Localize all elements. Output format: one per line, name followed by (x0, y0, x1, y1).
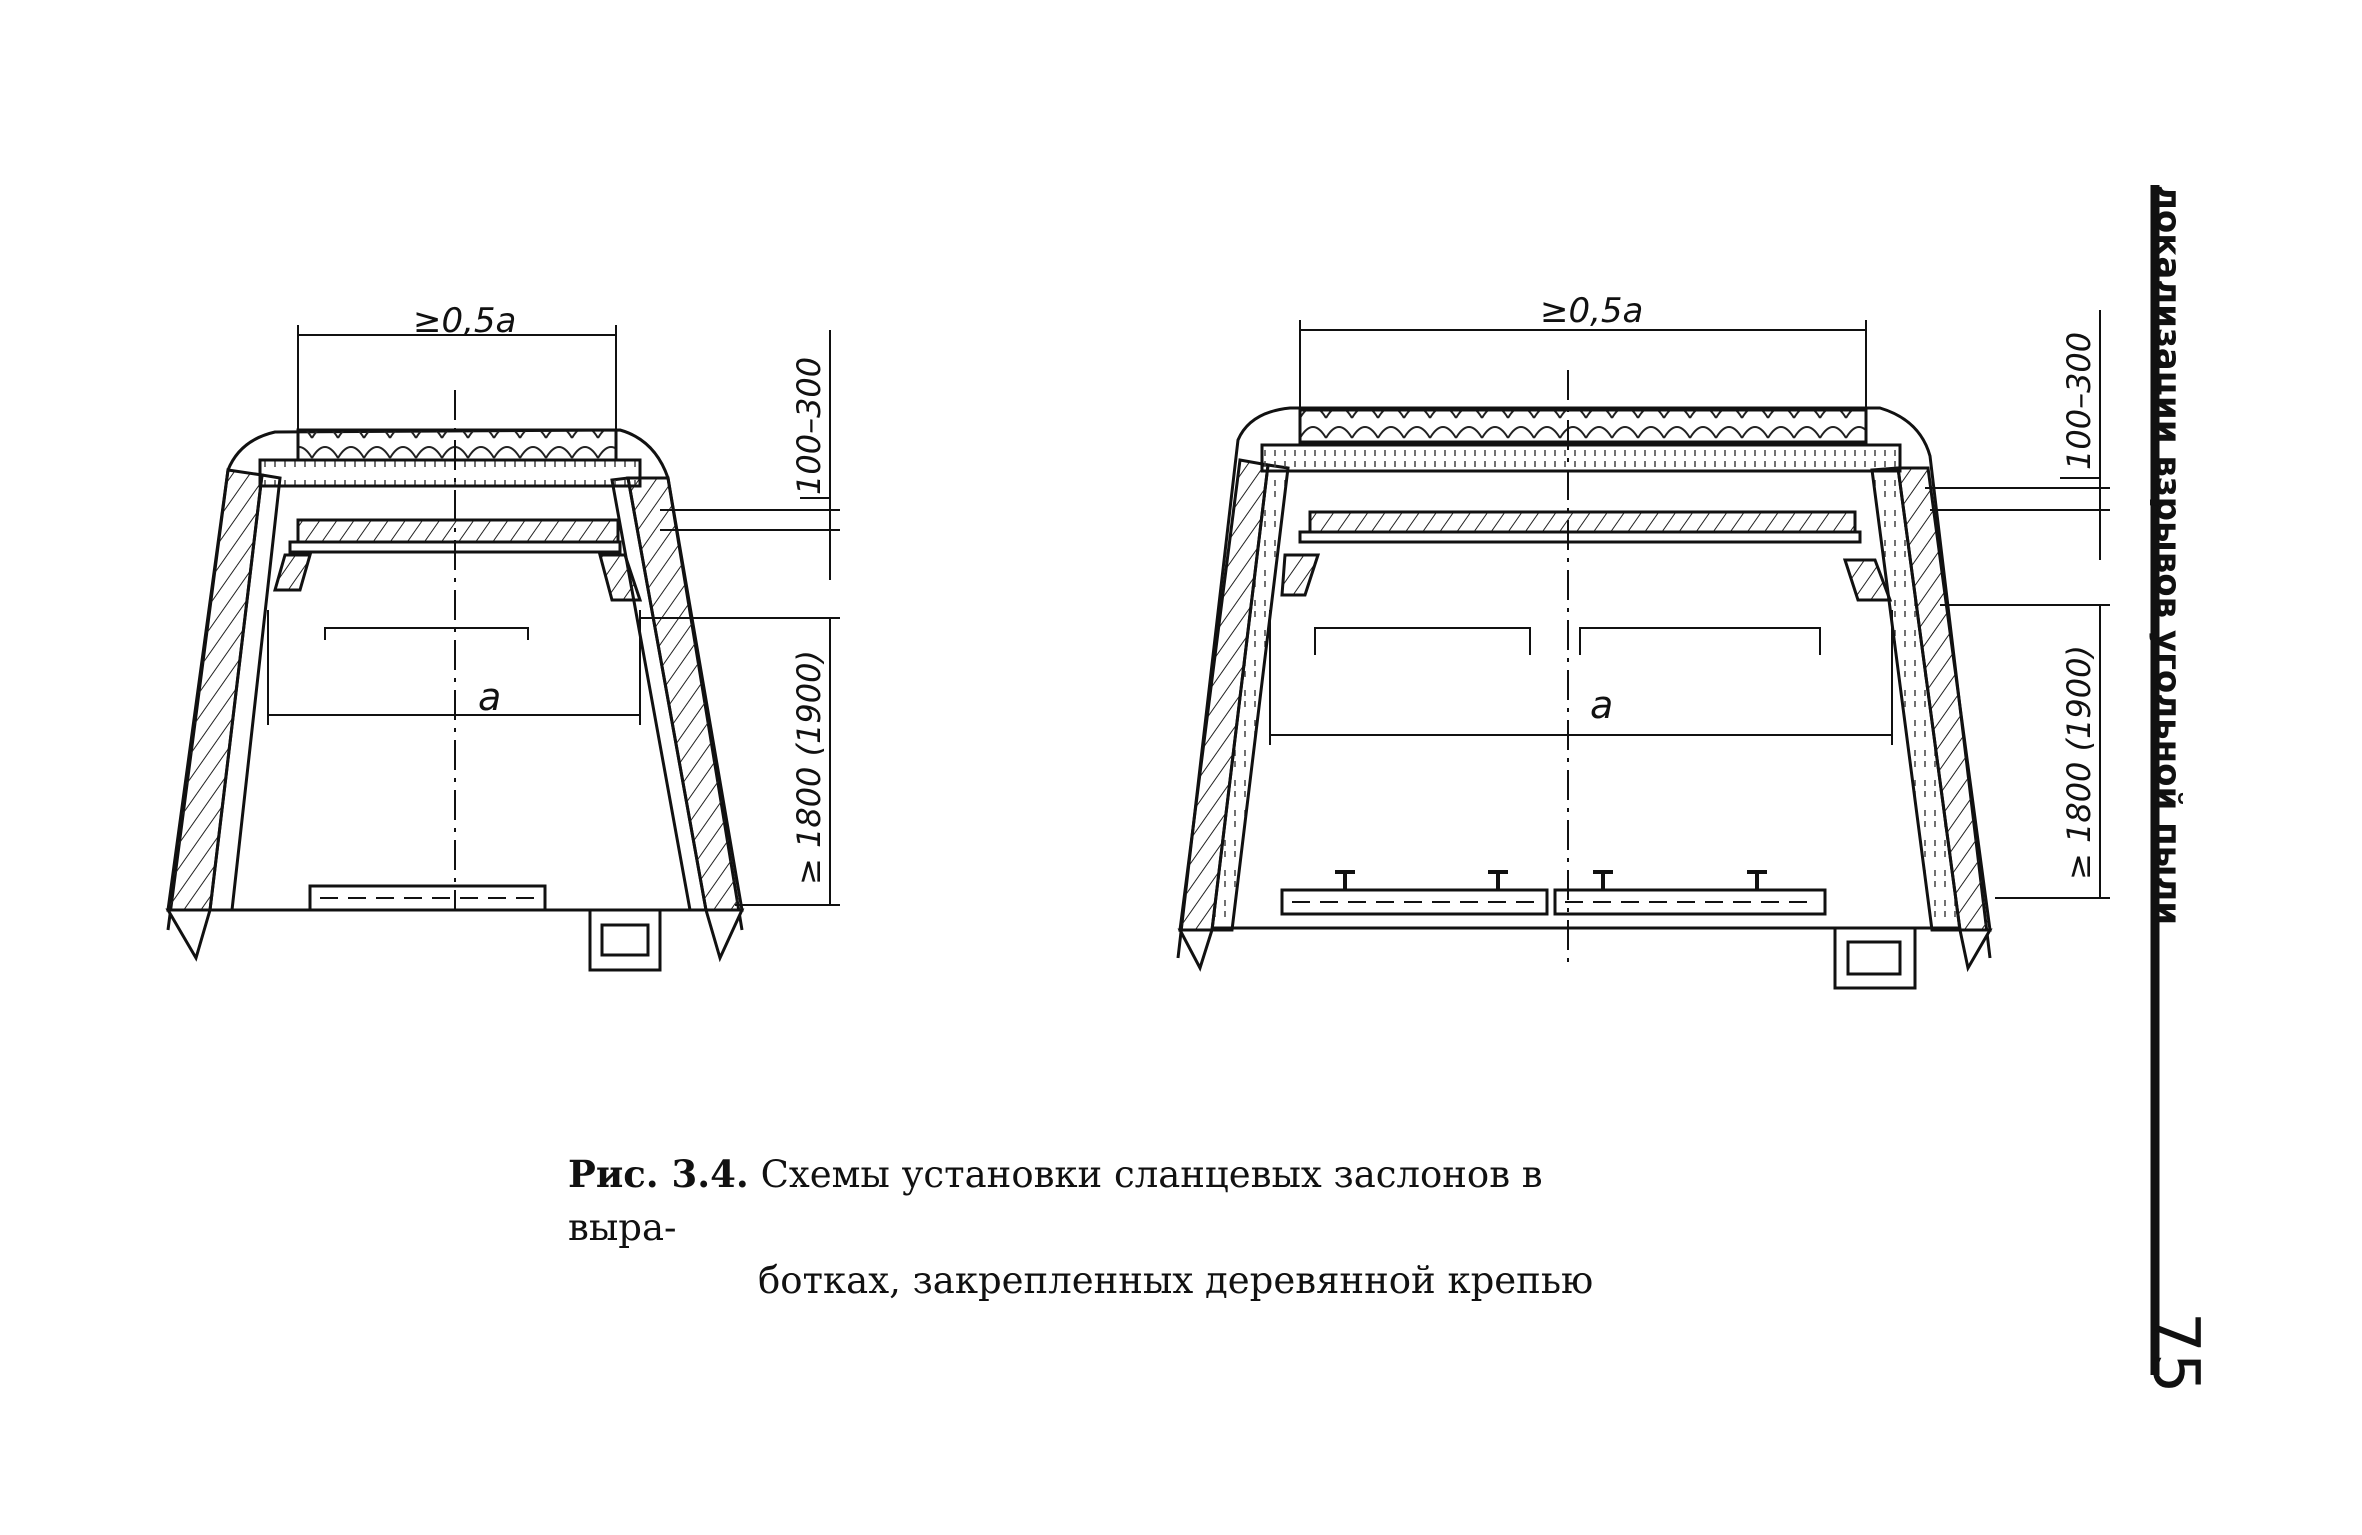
left-scheme (168, 325, 840, 970)
page-number: 75 (2138, 1312, 2212, 1394)
left-dim-top-label: ≥0,5a (413, 301, 517, 341)
running-title: локализации взрывов угольной пыли (2148, 185, 2188, 926)
right-scheme (1178, 310, 2110, 988)
caption-line-1: Схемы установки сланцевых заслонов в выра- (568, 1153, 1543, 1249)
right-dim-gap-label: 100–300 (2060, 331, 2098, 470)
left-dim-height-label: ≥ 1800 (1900) (790, 650, 828, 885)
right-dim-height-label: ≥ 1800 (1900) (2060, 645, 2098, 880)
caption-line-2: ботках, закрепленных деревянной крепью (758, 1259, 1594, 1302)
right-dim-top-label: ≥0,5a (1540, 291, 1644, 331)
right-dim-width-label: a (1590, 683, 1614, 727)
left-dim-gap-label: 100–300 (790, 356, 828, 495)
caption-label: Рис. 3.4. (568, 1152, 749, 1196)
left-dim-width-label: a (478, 675, 502, 719)
figure-caption (568, 1148, 1628, 1307)
